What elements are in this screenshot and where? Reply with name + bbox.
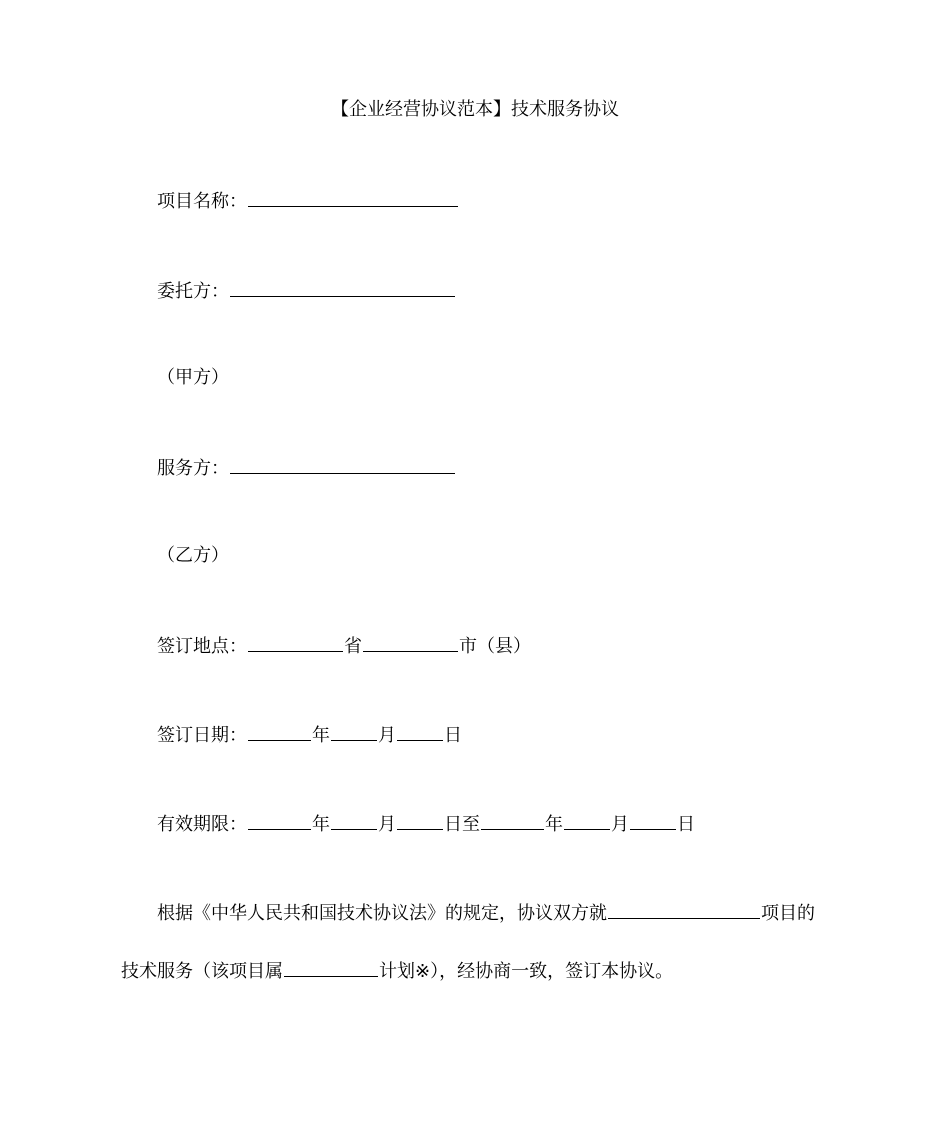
validity-row — [157, 811, 695, 837]
provider-label: 服务方： — [157, 458, 229, 479]
party-a-label: （甲方） — [157, 367, 229, 388]
start-day-blank — [397, 811, 443, 830]
project-name-label: 项目名称： — [157, 191, 247, 212]
end-month-text: 月 — [611, 814, 629, 835]
sign-month-blank — [331, 722, 377, 741]
project-name-blank — [248, 188, 458, 207]
plan-blank — [284, 958, 378, 977]
end-year-blank — [481, 811, 544, 830]
sign-year-blank — [248, 722, 311, 741]
end-year-text: 年 — [545, 814, 563, 835]
day-to-text: 日至 — [444, 814, 480, 835]
start-year-blank — [248, 811, 311, 830]
sign-date-row — [157, 722, 462, 748]
paragraph-line-1-prefix: 根据《中华人民共和国技术协议法》的规定，协议双方就 — [157, 903, 607, 924]
month-text: 月 — [378, 725, 396, 746]
sign-day-blank — [397, 722, 443, 741]
end-day-text: 日 — [677, 814, 695, 835]
client-row — [157, 278, 456, 304]
provider-row — [157, 455, 456, 481]
province-blank — [248, 633, 343, 652]
paragraph-line-2-suffix: 计划※），经协商一致，签订本协议。 — [379, 961, 674, 982]
end-day-blank — [630, 811, 676, 830]
day-text: 日 — [444, 725, 462, 746]
year-text: 年 — [312, 725, 330, 746]
paragraph-line-2-prefix: 技术服务（该项目属 — [121, 961, 283, 982]
sign-date-label: 签订日期： — [157, 725, 247, 746]
start-month-blank — [331, 811, 377, 830]
province-text: 省 — [344, 636, 362, 657]
end-month-blank — [564, 811, 610, 830]
client-blank — [230, 278, 455, 297]
party-b-label: （乙方） — [157, 545, 229, 566]
provider-blank — [230, 455, 455, 474]
start-month-text: 月 — [378, 814, 396, 835]
project-blank — [608, 900, 760, 919]
paragraph-line-2 — [121, 958, 673, 984]
validity-label: 有效期限： — [157, 814, 247, 835]
start-year-text: 年 — [312, 814, 330, 835]
city-blank — [363, 633, 458, 652]
sign-place-row — [157, 633, 531, 659]
project-name-row — [157, 188, 459, 214]
client-label: 委托方： — [157, 281, 229, 302]
city-county-text: 市（县） — [459, 636, 531, 657]
document-title: 【企业经营协议范本】技术服务协议 — [331, 99, 619, 120]
paragraph-line-1-suffix: 项目的 — [761, 903, 815, 924]
sign-place-label: 签订地点： — [157, 636, 247, 657]
paragraph-line-1 — [157, 900, 815, 926]
